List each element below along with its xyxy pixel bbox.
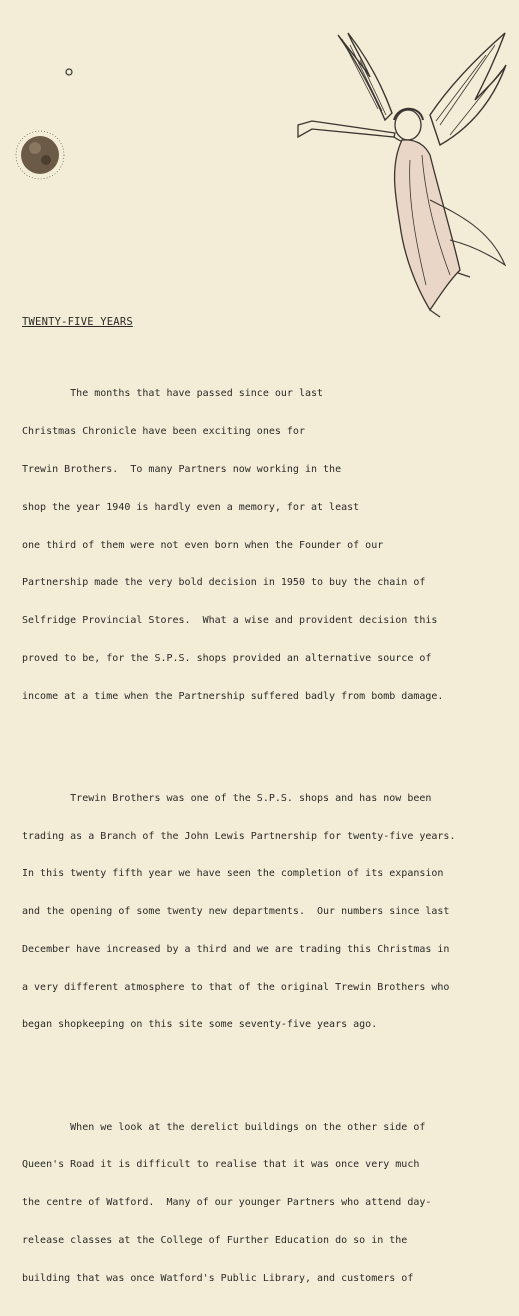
text-line: and the opening of some twenty new departments. Our numbers since last: [22, 906, 450, 918]
text-line: Queen's Road it is difficult to realise that it was once very much: [22, 1159, 420, 1171]
paragraph-3: [22, 1096, 502, 1310]
text-line: one third of them were not even born when the Founder of our: [22, 539, 384, 551]
text-line: building that was once Watford's Public Library, and customers of: [22, 1272, 414, 1284]
section-heading: TWENTY-FIVE YEARS: [22, 316, 133, 328]
text-line: Selfridge Provincial Stores. What a wise and provident decision this: [22, 615, 438, 627]
text-line: December have increased by a third and we are trading this Christmas in: [22, 943, 450, 955]
text-line: release classes at the College of Further Education do so in the: [22, 1234, 408, 1246]
article-body: [22, 338, 502, 1316]
paragraph-1: [22, 363, 502, 728]
angel-trumpet-illustration: [290, 25, 510, 325]
text-line: trading as a Branch of the John Lewis Partnership for twenty-five years.: [22, 830, 456, 842]
paragraph-2: [22, 768, 502, 1058]
text-line: When we look at the derelict buildings on the other side of: [22, 1121, 426, 1133]
text-line: The months that have passed since our last: [22, 388, 324, 400]
text-line: Trewin Brothers was one of the S.P.S. shops and has now been: [22, 792, 432, 804]
text-line: In this twenty fifth year we have seen the completion of its expansion: [22, 868, 444, 880]
text-line: shop the year 1940 is hardly even a memory, for at least: [22, 501, 360, 513]
text-line: proved to be, for the S.P.S. shops provided an alternative source of: [22, 652, 432, 664]
text-line: Partnership made the very bold decision in 1950 to buy the chain of: [22, 577, 426, 589]
ornament-circles-icon: [6, 60, 76, 200]
text-line: began shopkeeping on this site some seventy-five years ago.: [22, 1019, 378, 1031]
text-line: income at a time when the Partnership suffered badly from bomb damage.: [22, 690, 444, 702]
text-line: a very different atmosphere to that of the original Trewin Brothers who: [22, 981, 450, 993]
text-line: Trewin Brothers. To many Partners now working in the: [22, 463, 342, 475]
text-line: the centre of Watford. Many of our younger Partners who attend day-: [22, 1197, 432, 1209]
text-line: Christmas Chronicle have been exciting ones for: [22, 426, 305, 438]
